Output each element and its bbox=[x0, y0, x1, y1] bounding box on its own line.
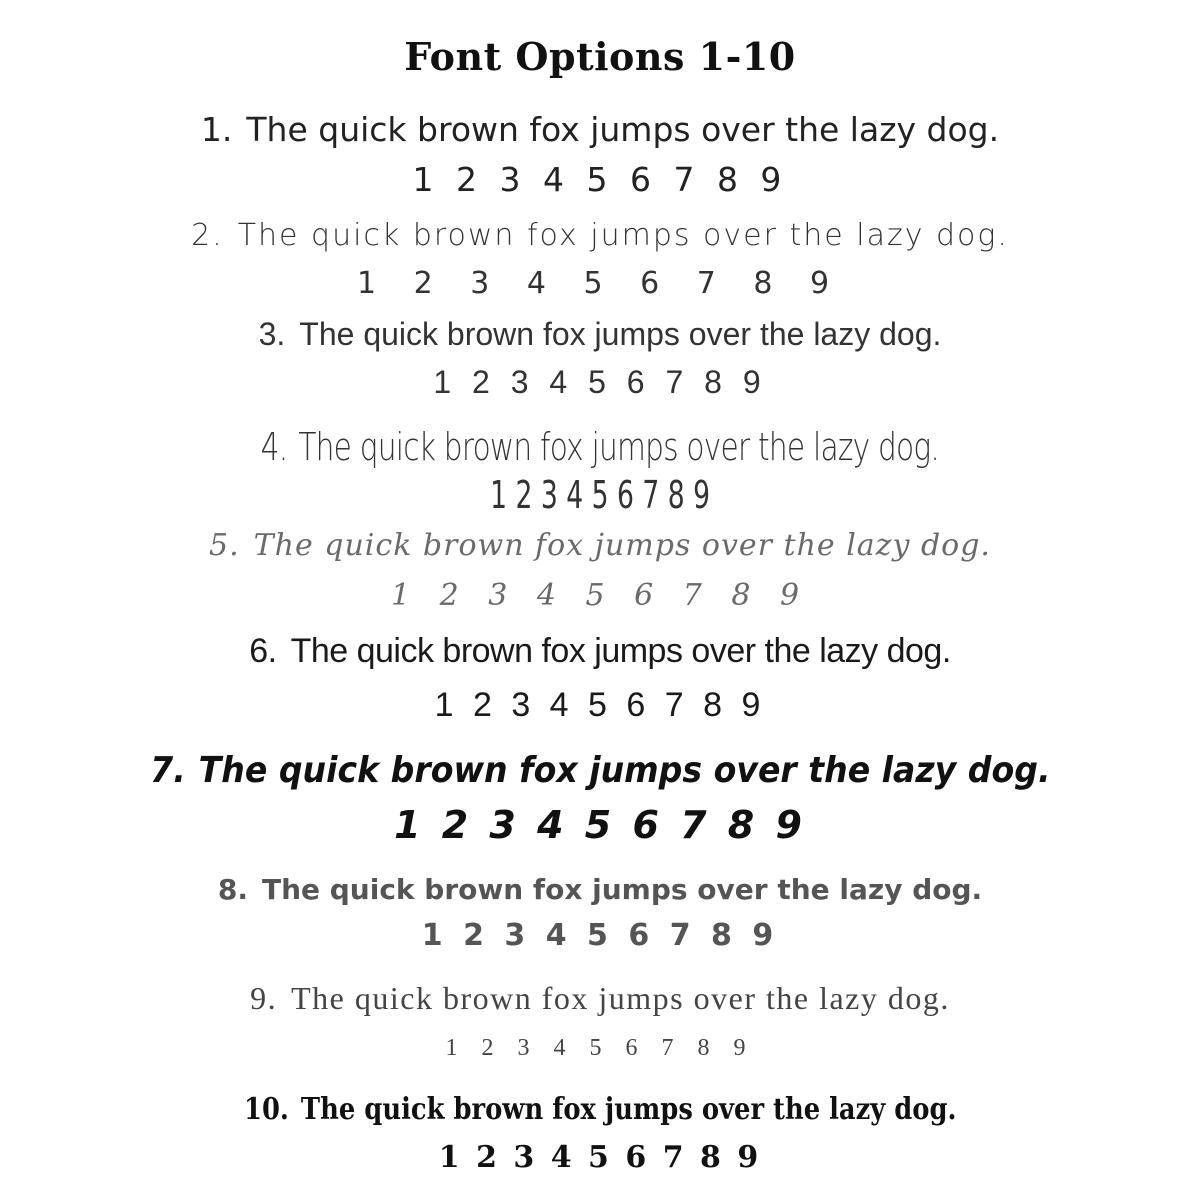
page-title: Font Options 1-10 bbox=[404, 34, 796, 79]
option-7-sentence-line bbox=[0, 746, 1200, 796]
option-8-sentence bbox=[218, 873, 982, 906]
sample-sentence: The quick brown fox jumps over the lazy dog. bbox=[261, 873, 983, 906]
option-5-sentence bbox=[209, 528, 991, 563]
option-6-sentence-line bbox=[0, 628, 1200, 674]
option-number: 3. bbox=[258, 316, 286, 352]
sample-sentence: The quick brown fox jumps over the lazy dog. bbox=[300, 1092, 957, 1127]
option-2-sentence bbox=[191, 218, 1009, 253]
sample-digits: 1 2 3 4 5 6 7 8 9 bbox=[433, 364, 767, 400]
option-2-digits-line bbox=[0, 262, 1200, 306]
option-10-sentence bbox=[244, 1088, 957, 1132]
option-10-sentence-line bbox=[0, 1088, 1200, 1132]
option-6-digits-line bbox=[0, 682, 1200, 728]
option-number: 2. bbox=[191, 218, 224, 253]
sample-sentence: The quick brown fox jumps over the lazy dog. bbox=[299, 316, 942, 352]
option-number: 4. bbox=[260, 425, 288, 469]
option-4-sentence-line bbox=[0, 422, 1200, 472]
sample-digits: 1 2 3 4 5 6 7 8 9 bbox=[412, 160, 788, 199]
option-3-digits-line bbox=[0, 360, 1200, 404]
option-8-sentence-line bbox=[0, 868, 1200, 912]
option-9-digits-line bbox=[0, 1028, 1200, 1068]
sample-digits: 1 2 3 4 5 6 7 8 9 bbox=[390, 578, 810, 613]
sample-sentence: The quick brown fox jumps over the lazy dog. bbox=[237, 218, 1009, 253]
sample-digits: 1 2 3 4 5 6 7 8 9 bbox=[421, 918, 779, 953]
sample-sentence: The quick brown fox jumps over the lazy dog. bbox=[253, 528, 991, 563]
option-4-digits-line bbox=[0, 470, 1200, 520]
option-8-digits-line bbox=[0, 914, 1200, 958]
option-3-sentence bbox=[259, 316, 942, 352]
sample-digits: 1 2 3 4 5 6 7 8 9 bbox=[445, 1035, 755, 1061]
option-6-sentence bbox=[249, 632, 951, 670]
option-1-sentence bbox=[201, 110, 999, 149]
sample-sentence: The quick brown fox jumps over the lazy dog. bbox=[246, 110, 1000, 149]
option-9-sentence-line bbox=[0, 976, 1200, 1020]
option-10-digits-line bbox=[0, 1136, 1200, 1180]
option-7-sentence bbox=[150, 746, 1050, 796]
option-number: 7. bbox=[149, 750, 186, 791]
sample-digits: 1 2 3 4 5 6 7 8 9 bbox=[356, 266, 844, 301]
option-3-sentence-line bbox=[0, 312, 1200, 356]
option-2-sentence-line bbox=[0, 214, 1200, 258]
sample-digits: 1 2 3 4 5 6 7 8 9 bbox=[438, 1140, 762, 1175]
option-4-sentence bbox=[261, 422, 939, 472]
option-7-digits-line bbox=[0, 800, 1200, 850]
option-number: 9. bbox=[250, 980, 278, 1016]
sample-sentence: The quick brown fox jumps over the lazy dog. bbox=[298, 425, 940, 469]
sample-sentence: The quick brown fox jumps over the lazy dog. bbox=[291, 980, 950, 1016]
option-1-digits-line bbox=[0, 158, 1200, 202]
sample-sentence: The quick brown fox jumps over the lazy dog. bbox=[290, 632, 951, 670]
option-5-sentence-line bbox=[0, 524, 1200, 568]
option-number: 10. bbox=[243, 1092, 289, 1127]
option-5-digits-line bbox=[0, 574, 1200, 618]
sample-sentence: The quick brown fox jumps over the lazy dog. bbox=[198, 750, 1051, 791]
sample-digits: 1 2 3 4 5 6 7 8 9 bbox=[490, 473, 710, 517]
option-number: 5. bbox=[209, 528, 240, 563]
option-1-sentence-line bbox=[0, 108, 1200, 152]
option-number: 1. bbox=[200, 110, 233, 149]
option-number: 8. bbox=[217, 873, 248, 906]
sample-digits: 1 2 3 4 5 6 7 8 9 bbox=[394, 803, 806, 847]
option-number: 6. bbox=[249, 632, 277, 670]
sample-digits: 1 2 3 4 5 6 7 8 9 bbox=[434, 686, 766, 724]
option-9-sentence bbox=[250, 980, 950, 1016]
